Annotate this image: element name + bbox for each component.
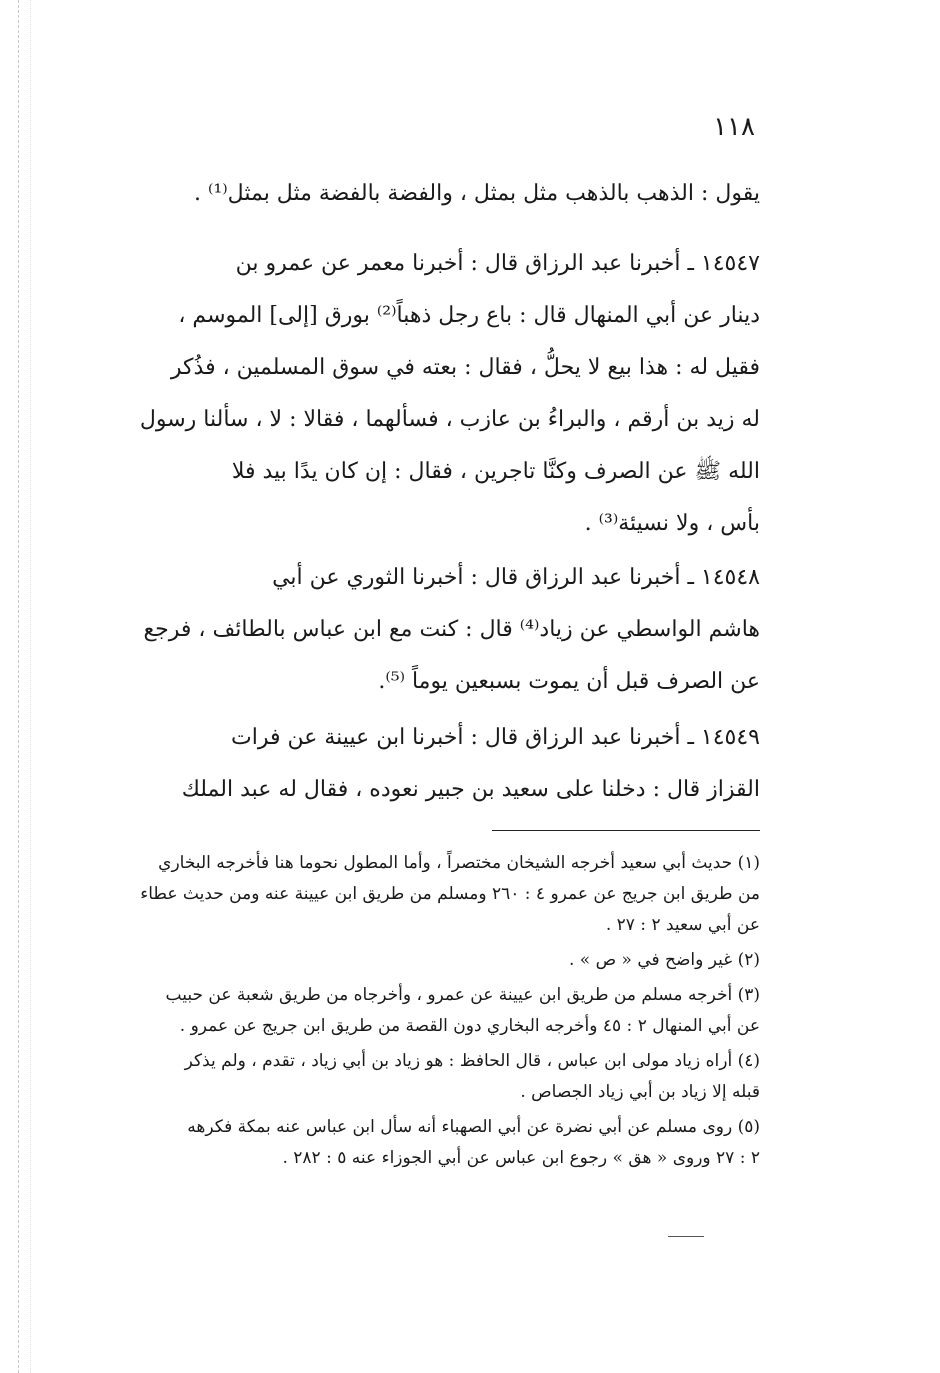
text-line: هاشم الواسطي عن زياد⁽⁴⁾ قال : كنت مع ابن عباس بالطائف ، فرجع [143,617,760,642]
text-line: يقول : الذهب بالذهب مثل بمثل ، والفضة بالفضة مثل بمثل⁽¹⁾ . [194,181,760,206]
footnote-line: قبله إلا زياد بن أبي زياد الجصاص . [520,1082,760,1102]
footnotes [95,848,760,1178]
text-line: دينار عن أبي المنهال قال : باع رجل ذهباً⁽²⁾ بورق [إلى] الموسم ، [178,303,760,328]
scan-edge-line-inner [30,0,31,1373]
page-number: ١١٨ [713,112,755,142]
footnote-line: (٣) أخرجه مسلم من طريق ابن عيينة عن عمرو ، وأخرجاه من طريق شعبة عن حبيب [165,985,760,1005]
footnote-line: (١) حديث أبي سعيد أخرجه الشيخان مختصراً ، وأما المطول نحوما هنا فأخرجه البخاري [158,853,760,873]
text-line: ١٤٥٤٩ ـ أخبرنا عبد الرزاق قال : أخبرنا ابن عيينة عن فرات [231,725,760,750]
text-line: عن الصرف قبل أن يموت بسبعين يوماً ⁽⁵⁾. [378,669,760,694]
footnote-line: من طريق ابن جريج عن عمرو ٤ : ٢٦٠ ومسلم من طريق ابن عيينة عنه ومن حديث عطاء [140,884,760,904]
end-mark [668,1236,704,1237]
text-line: فقيل له : هذا بيع لا يحلُّ ، فقال : بعته في سوق المسلمين ، فذُكر [170,355,760,380]
footnote-line: عن أبي المنهال ٢ : ٤٥ وأخرجه البخاري دون القصة من طريق ابن جريج عن عمرو . [179,1016,760,1036]
hadith-14548 [95,552,760,708]
text-line: بأس ، ولا نسيئة⁽³⁾ . [584,511,760,536]
footnote-line: عن أبي سعيد ٢ : ٢٧ . [605,915,760,935]
footnote-3 [95,980,760,1042]
footnote-line: ٢ : ٢٧ وروى « هق » رجوع ابن عباس عن أبي الجوزاء عنه ٥ : ٢٨٢ . [282,1148,760,1168]
footnote-line: (٢) غير واضح في « ص » . [568,950,760,970]
text-line: ١٤٥٤٨ ـ أخبرنا عبد الرزاق قال : أخبرنا الثوري عن أبي [272,565,760,590]
footnote-line: (٥) روى مسلم عن أبي نضرة عن أبي الصهباء أنه سأل ابن عباس عنه بمكة فكرهه [187,1117,760,1137]
footnote-line: (٤) أراه زياد مولى ابن عباس ، قال الحافظ : هو زياد بن أبي زياد ، تقدم ، ولم يذكر [184,1051,760,1071]
text-line: ١٤٥٤٧ ـ أخبرنا عبد الرزاق قال : أخبرنا معمر عن عمرو بن [235,251,760,276]
footnote-5 [95,1112,760,1174]
text-line: الله ﷺ عن الصرف وكنَّا تاجرين ، فقال : إن كان يدًا بيد فلا [231,459,760,484]
footnote-1 [95,848,760,941]
intro-paragraph [95,168,760,220]
hadith-14549 [95,712,760,816]
footnote-2 [95,945,760,976]
text-line: القزاز قال : دخلنا على سعيد بن جبير نعوده ، فقال له عبد الملك [181,777,760,802]
hadith-14547 [95,238,760,550]
text-line: له زيد بن أرقم ، والبراءُ بن عازب ، فسألهما ، فقالا : لا ، سألنا رسول [139,407,760,432]
scan-edge-line [18,0,19,1373]
footnote-4 [95,1046,760,1108]
footnote-divider [492,830,760,831]
